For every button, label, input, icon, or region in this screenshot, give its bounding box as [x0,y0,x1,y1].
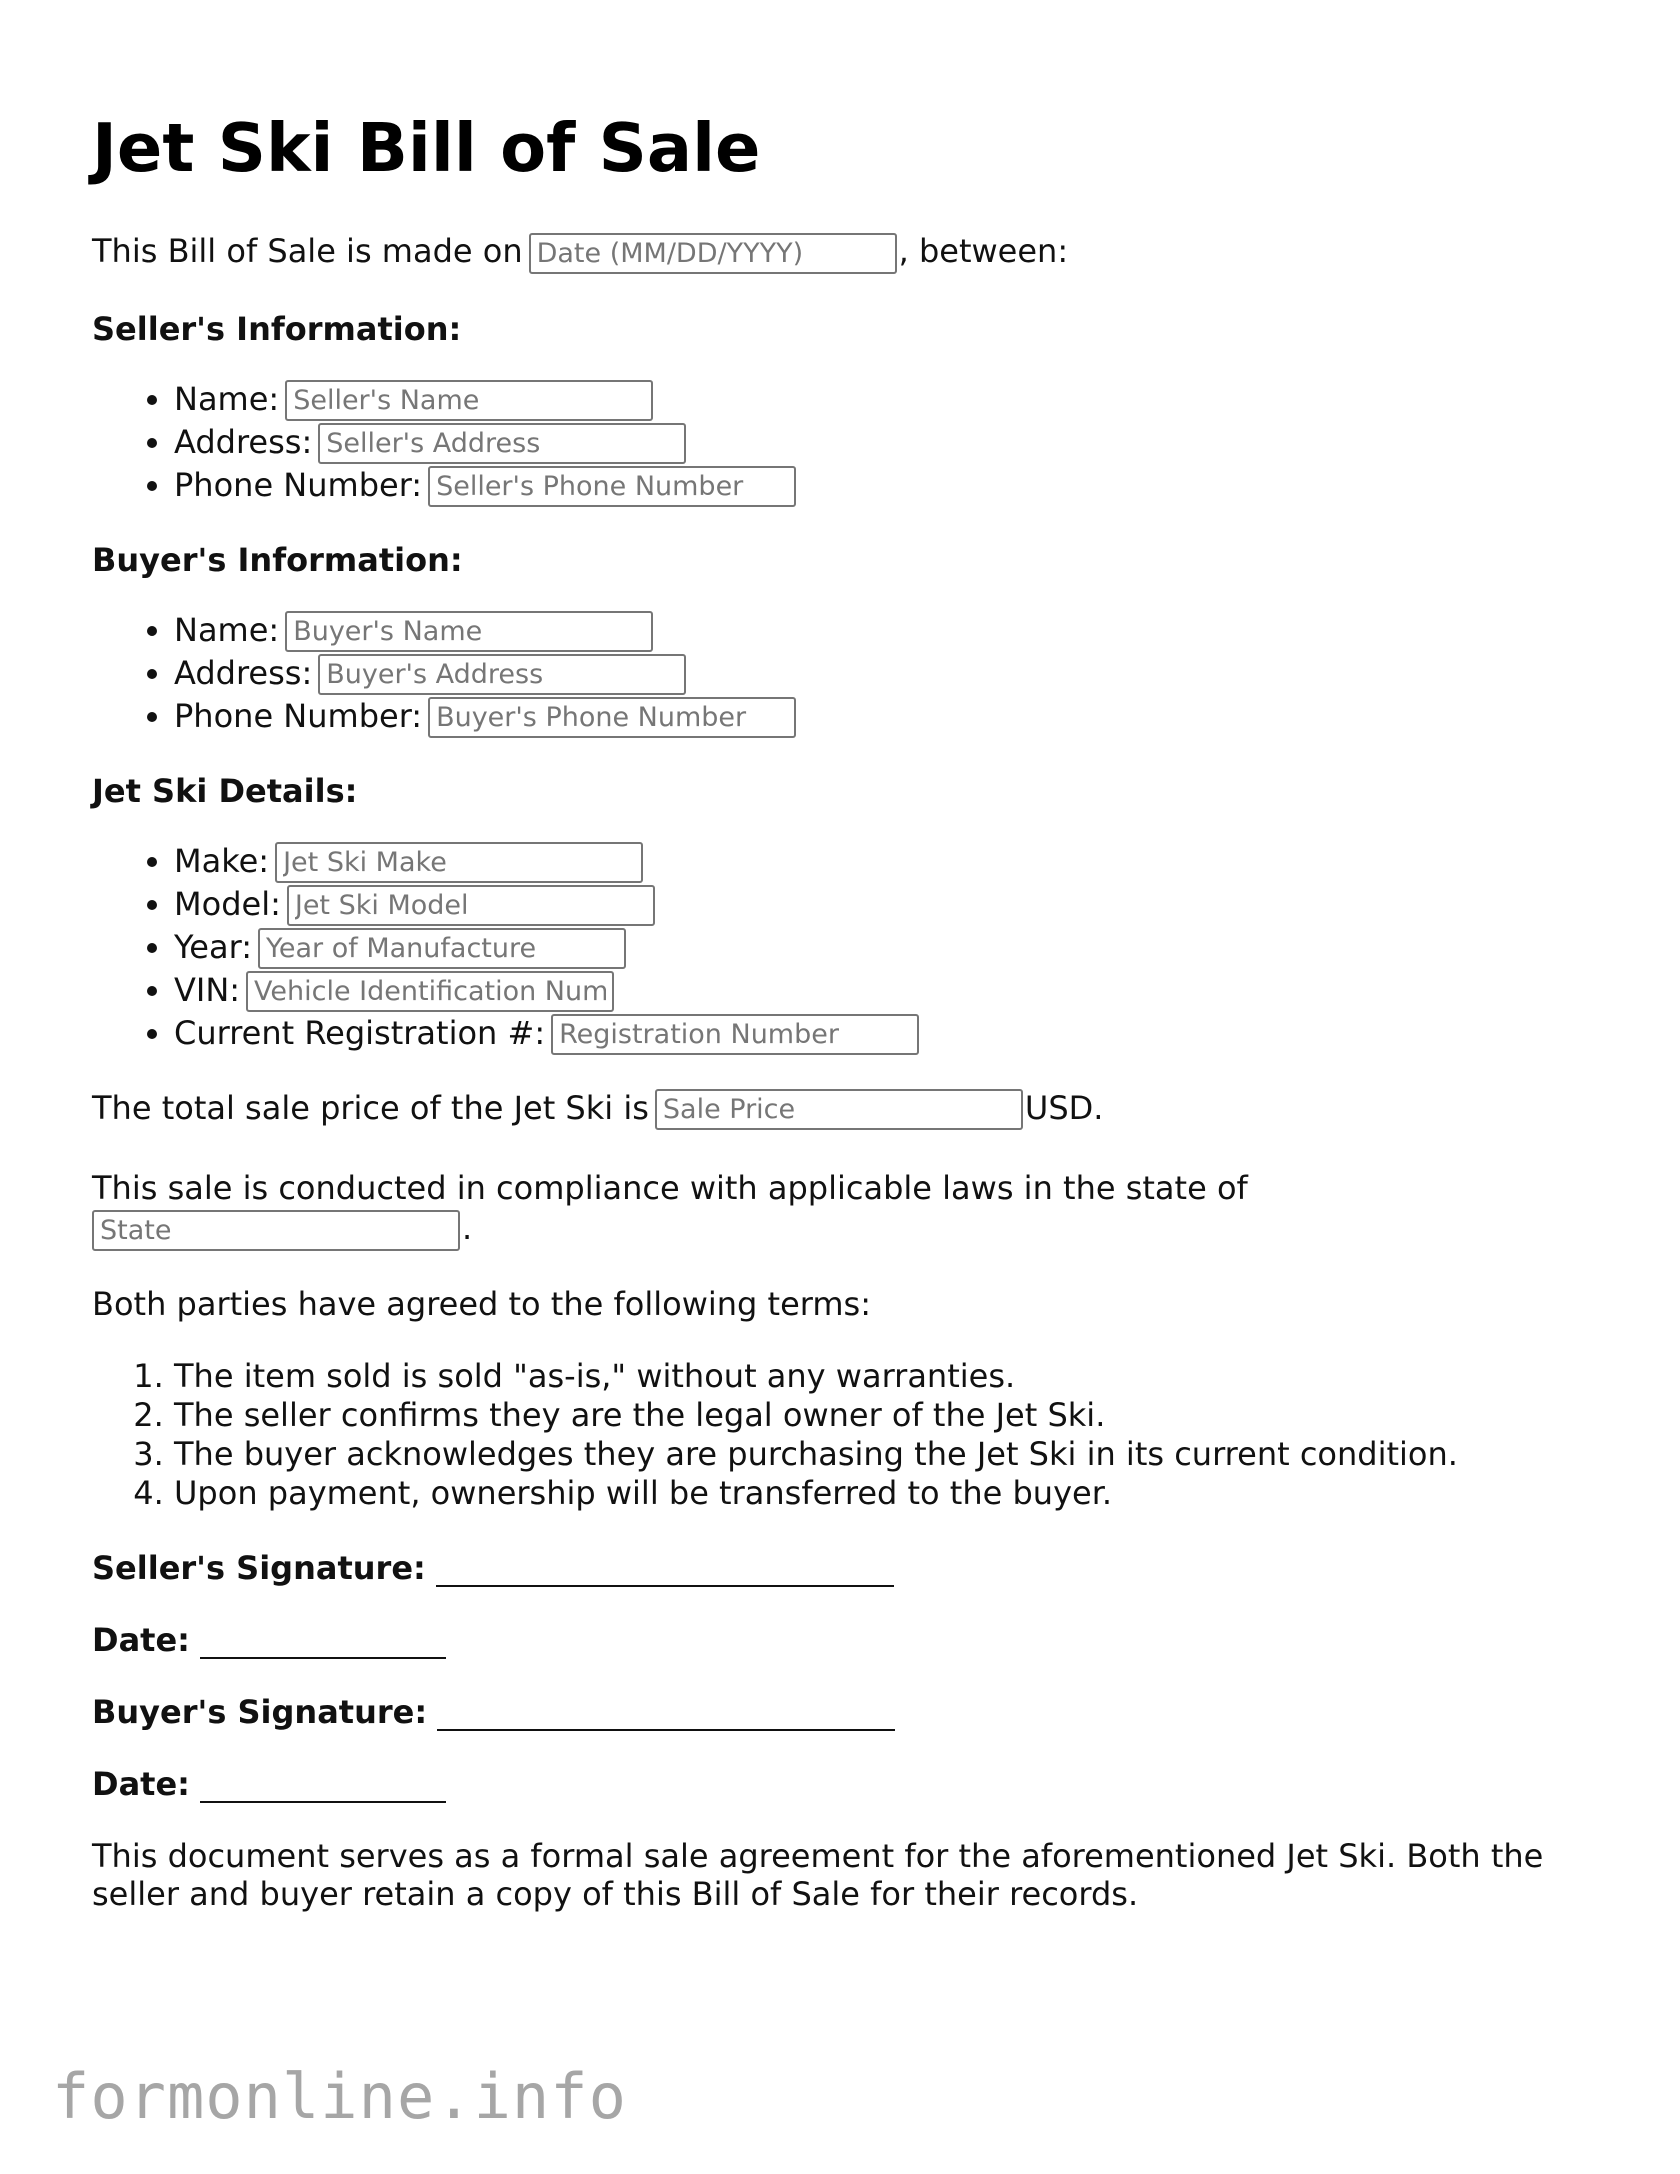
intro-suffix: , between: [898,232,1069,270]
seller-name-label: Name: [174,379,280,418]
buyer-date-label: Date: [92,1764,190,1803]
buyer-address-label: Address: [174,653,313,692]
list-item [174,1012,1592,1055]
list-item: 2. The seller confirms they are the legal owner of the Jet Ski. [174,1396,1592,1435]
state-line [92,1168,1592,1251]
buyer-name-input[interactable] [285,611,653,652]
seller-phone-label: Phone Number: [174,465,423,504]
vin-input[interactable] [246,971,614,1012]
buyer-signature-label: Buyer's Signature: [92,1692,428,1731]
list-item: 1. The item sold is sold "as-is," without any warranties. [174,1357,1592,1396]
make-input[interactable] [275,842,643,883]
buyer-name-label: Name: [174,610,280,649]
model-label: Model: [174,884,281,923]
state-prefix: This sale is conducted in compliance with applicable laws in the state of [92,1169,1248,1207]
list-item: 3. The buyer acknowledges they are purchasing the Jet Ski in its current condition. [174,1435,1592,1474]
list-item: 4. Upon payment, ownership will be transferred to the buyer. [174,1474,1592,1513]
buyer-signature-line[interactable] [437,1699,895,1731]
seller-heading: Seller's Information: [92,309,462,348]
intro-prefix: This Bill of Sale is made on [92,232,523,270]
list-item [174,926,1592,969]
list-item [174,840,1592,883]
terms-list [92,1357,1592,1513]
jetski-heading: Jet Ski Details: [92,771,358,810]
year-label: Year: [174,927,252,966]
registration-label: Current Registration #: [174,1013,546,1052]
seller-phone-input[interactable] [428,466,796,507]
buyer-date-line[interactable] [200,1771,446,1803]
watermark: formonline.info [52,2060,627,2133]
seller-signature-line[interactable] [436,1555,894,1587]
vin-label: VIN: [174,970,241,1009]
seller-signature-row [92,1549,1592,1587]
seller-name-input[interactable] [285,380,653,421]
sale-price-input[interactable] [655,1089,1023,1130]
intro-line [92,232,1592,274]
page-title: Jet Ski Bill of Sale [92,109,761,187]
price-line [92,1089,1592,1131]
buyer-phone-label: Phone Number: [174,696,423,735]
buyer-signature-row [92,1693,1592,1731]
buyer-phone-input[interactable] [428,697,796,738]
jetski-details-list [92,840,1592,1055]
buyer-heading: Buyer's Information: [92,540,463,579]
list-item [174,421,1592,464]
seller-info-list [92,378,1592,507]
state-input[interactable] [92,1210,460,1251]
seller-signature-label: Seller's Signature: [92,1548,426,1587]
list-item [174,464,1592,507]
seller-address-input[interactable] [318,423,686,464]
closing-paragraph: This document serves as a formal sale agreement for the aforementioned Jet Ski. Both the seller and buyer retain a copy of this Bill of Sale for their records. [92,1836,1544,1913]
price-prefix: The total sale price of the Jet Ski is [92,1088,649,1127]
buyer-info-list [92,609,1592,738]
list-item [174,695,1592,738]
list-item [174,969,1592,1012]
sale-date-input[interactable] [529,233,897,274]
registration-input[interactable] [551,1014,919,1055]
list-item [174,652,1592,695]
state-suffix: . [462,1209,473,1247]
seller-date-label: Date: [92,1620,190,1659]
make-label: Make: [174,841,270,880]
price-suffix: USD. [1024,1088,1104,1127]
list-item [174,609,1592,652]
list-item [174,378,1592,421]
model-input[interactable] [287,885,655,926]
buyer-address-input[interactable] [318,654,686,695]
seller-date-line[interactable] [200,1627,446,1659]
buyer-date-row [92,1765,1592,1803]
seller-date-row [92,1621,1592,1659]
seller-address-label: Address: [174,422,313,461]
terms-intro: Both parties have agreed to the following terms: [92,1284,871,1323]
document [92,108,1592,1913]
list-item [174,883,1592,926]
year-input[interactable] [258,928,626,969]
